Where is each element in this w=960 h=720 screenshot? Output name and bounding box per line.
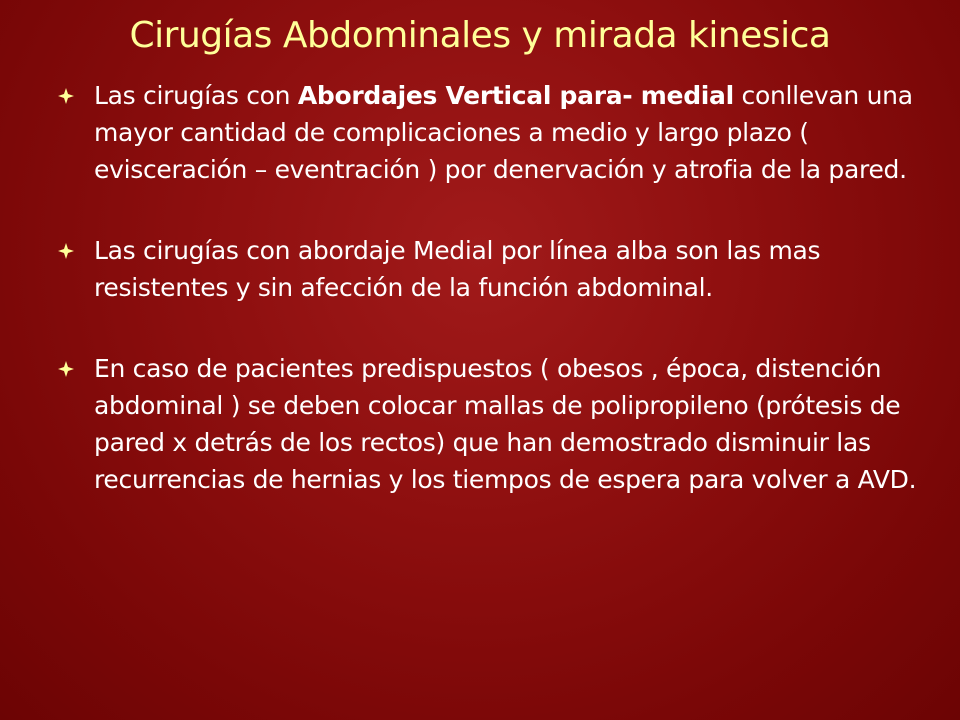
bullet-text: conllevan una mayor cantidad de complicaciones a medio y largo plazo ( evisceración – eventración ) por denervación y atrofia de la pared. bbox=[94, 81, 913, 184]
diamond-bullet-icon bbox=[58, 361, 74, 377]
bullet-list bbox=[58, 77, 918, 498]
bullet-text: En caso de pacientes predispuestos ( obesos , época, distención abdominal ) se deben colocar mallas de polipropileno (prótesis de pared x detrás de los rectos) que han demostrado disminuir las recurrencias de hernias y los tiempos de espera para volver a AVD. bbox=[94, 354, 917, 494]
bullet-item bbox=[58, 77, 918, 188]
bullet-text: Las cirugías con bbox=[94, 81, 298, 110]
diamond-bullet-icon bbox=[58, 88, 74, 104]
bullet-item bbox=[58, 232, 918, 306]
diamond-bullet-icon bbox=[58, 243, 74, 259]
slide-title: Cirugías Abdominales y mirada kinesica bbox=[129, 15, 831, 56]
bullet-text: Las cirugías con abordaje Medial por línea alba son las mas resistentes y sin afección de la función abdominal. bbox=[94, 236, 821, 302]
bullet-item bbox=[58, 350, 918, 498]
bullet-emphasis: Abordajes Vertical para- medial bbox=[297, 81, 734, 110]
